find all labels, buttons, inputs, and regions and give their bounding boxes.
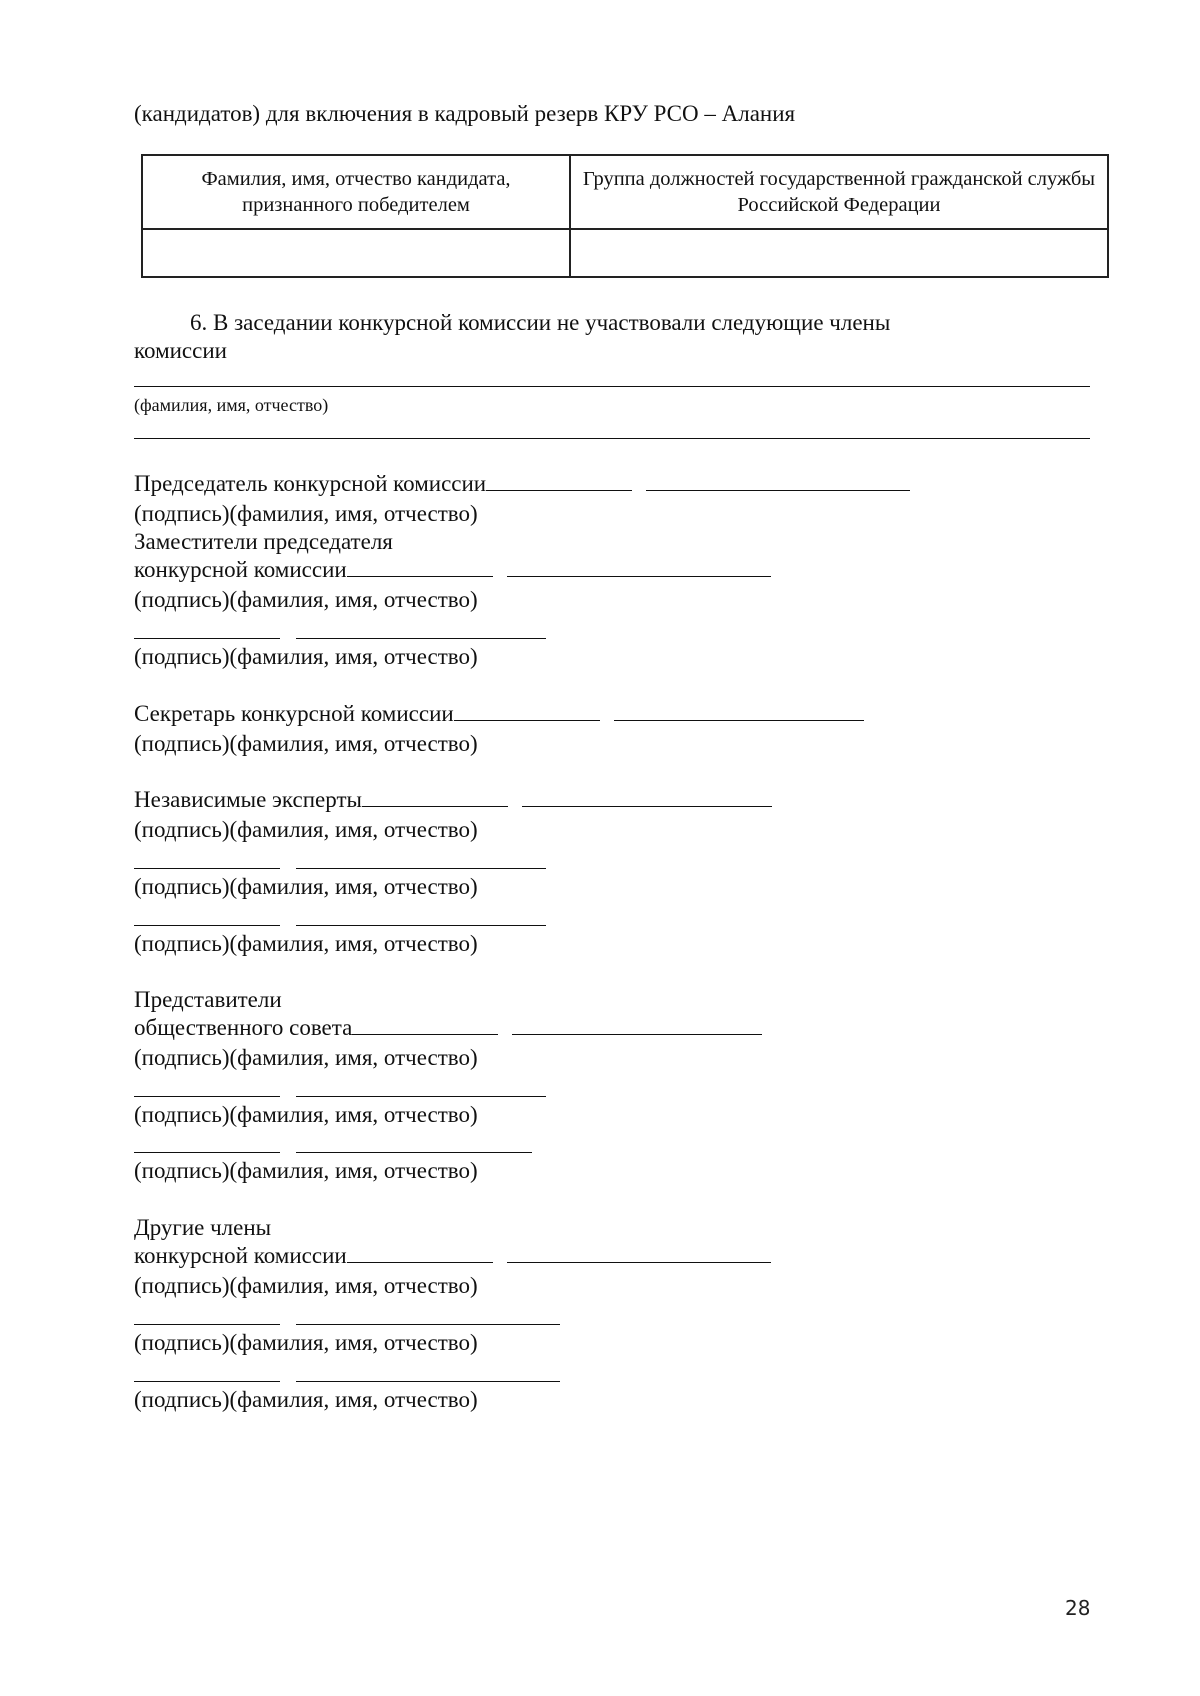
absent-name-line	[134, 386, 1090, 387]
public-council-label-line2: общественного совета	[134, 1015, 353, 1040]
page-number: 28	[1065, 1596, 1091, 1620]
signature-caption: (подпись)(фамилия, имя, отчество)	[134, 587, 478, 612]
signature-line	[134, 868, 280, 869]
signature-line	[486, 470, 632, 491]
signature-line	[134, 1324, 280, 1325]
experts-label: Независимые эксперты	[134, 787, 362, 812]
signature-caption: (подпись)(фамилия, имя, отчество)	[134, 731, 478, 756]
other-members-label-row	[134, 1242, 771, 1270]
name-line	[296, 868, 546, 869]
name-line	[296, 638, 546, 639]
table-header-cell: Фамилия, имя, отчество кандидата, признанного победителем	[142, 155, 570, 229]
table-header-row	[142, 155, 1108, 229]
name-line	[296, 1152, 532, 1153]
signature-caption: (подпись)(фамилия, имя, отчество)	[134, 931, 478, 956]
signature-line	[134, 1152, 280, 1153]
name-line	[507, 556, 771, 577]
signature-line	[134, 1096, 280, 1097]
absent-paragraph-line2: комиссии	[134, 338, 227, 363]
name-line	[296, 1096, 546, 1097]
signature-caption: (подпись)(фамилия, имя, отчество)	[134, 1158, 478, 1183]
secretary-label: Секретарь конкурсной комиссии	[134, 701, 454, 726]
signature-caption: (подпись)(фамилия, имя, отчество)	[134, 874, 478, 899]
absent-name-line-2	[134, 438, 1090, 439]
public-council-label-line1: Представители	[134, 987, 282, 1012]
other-members-label-line1: Другие члены	[134, 1215, 272, 1240]
signature-caption: (подпись)(фамилия, имя, отчество)	[134, 1330, 478, 1355]
name-line	[296, 925, 546, 926]
heading-fragment: (кандидатов) для включения в кадровый резерв КРУ РСО – Алания	[134, 101, 796, 126]
signature-line	[134, 1381, 280, 1382]
signature-caption: (подпись)(фамилия, имя, отчество)	[134, 644, 478, 669]
signature-line	[347, 1242, 493, 1263]
table-cell	[570, 229, 1108, 277]
absent-caption: (фамилия, имя, отчество)	[134, 395, 329, 415]
signature-line	[134, 638, 280, 639]
name-line	[646, 470, 910, 491]
table-row	[142, 229, 1108, 277]
signature-caption: (подпись)(фамилия, имя, отчество)	[134, 501, 478, 526]
chairman-label-row	[134, 470, 910, 498]
absent-paragraph-line1: 6. В заседании конкурсной комиссии не участвовали следующие члены	[190, 310, 891, 335]
winners-table	[141, 154, 1109, 278]
signature-line	[347, 556, 493, 577]
chairman-label: Председатель конкурсной комиссии	[134, 471, 487, 496]
experts-label-row	[134, 786, 772, 814]
name-line	[296, 1381, 560, 1382]
secretary-label-row	[134, 700, 864, 728]
signature-caption: (подпись)(фамилия, имя, отчество)	[134, 1102, 478, 1127]
signature-line	[134, 925, 280, 926]
name-line	[296, 1324, 560, 1325]
signature-line	[352, 1014, 498, 1035]
signature-line	[362, 786, 508, 807]
deputies-label-line2: конкурсной комиссии	[134, 557, 347, 582]
other-members-label-line2: конкурсной комиссии	[134, 1243, 347, 1268]
deputies-label-line1: Заместители председателя	[134, 529, 393, 554]
signature-line	[454, 700, 600, 721]
signature-caption: (подпись)(фамилия, имя, отчество)	[134, 1387, 478, 1412]
name-line	[614, 700, 864, 721]
table-header-cell: Группа должностей государственной гражданской службы Российской Федерации	[570, 155, 1108, 229]
name-line	[512, 1014, 762, 1035]
public-council-label-row	[134, 1014, 762, 1042]
signature-caption: (подпись)(фамилия, имя, отчество)	[134, 1273, 478, 1298]
deputies-label-row	[134, 556, 771, 584]
signature-caption: (подпись)(фамилия, имя, отчество)	[134, 817, 478, 842]
table-cell	[142, 229, 570, 277]
name-line	[507, 1242, 771, 1263]
signature-caption: (подпись)(фамилия, имя, отчество)	[134, 1045, 478, 1070]
name-line	[522, 786, 772, 807]
